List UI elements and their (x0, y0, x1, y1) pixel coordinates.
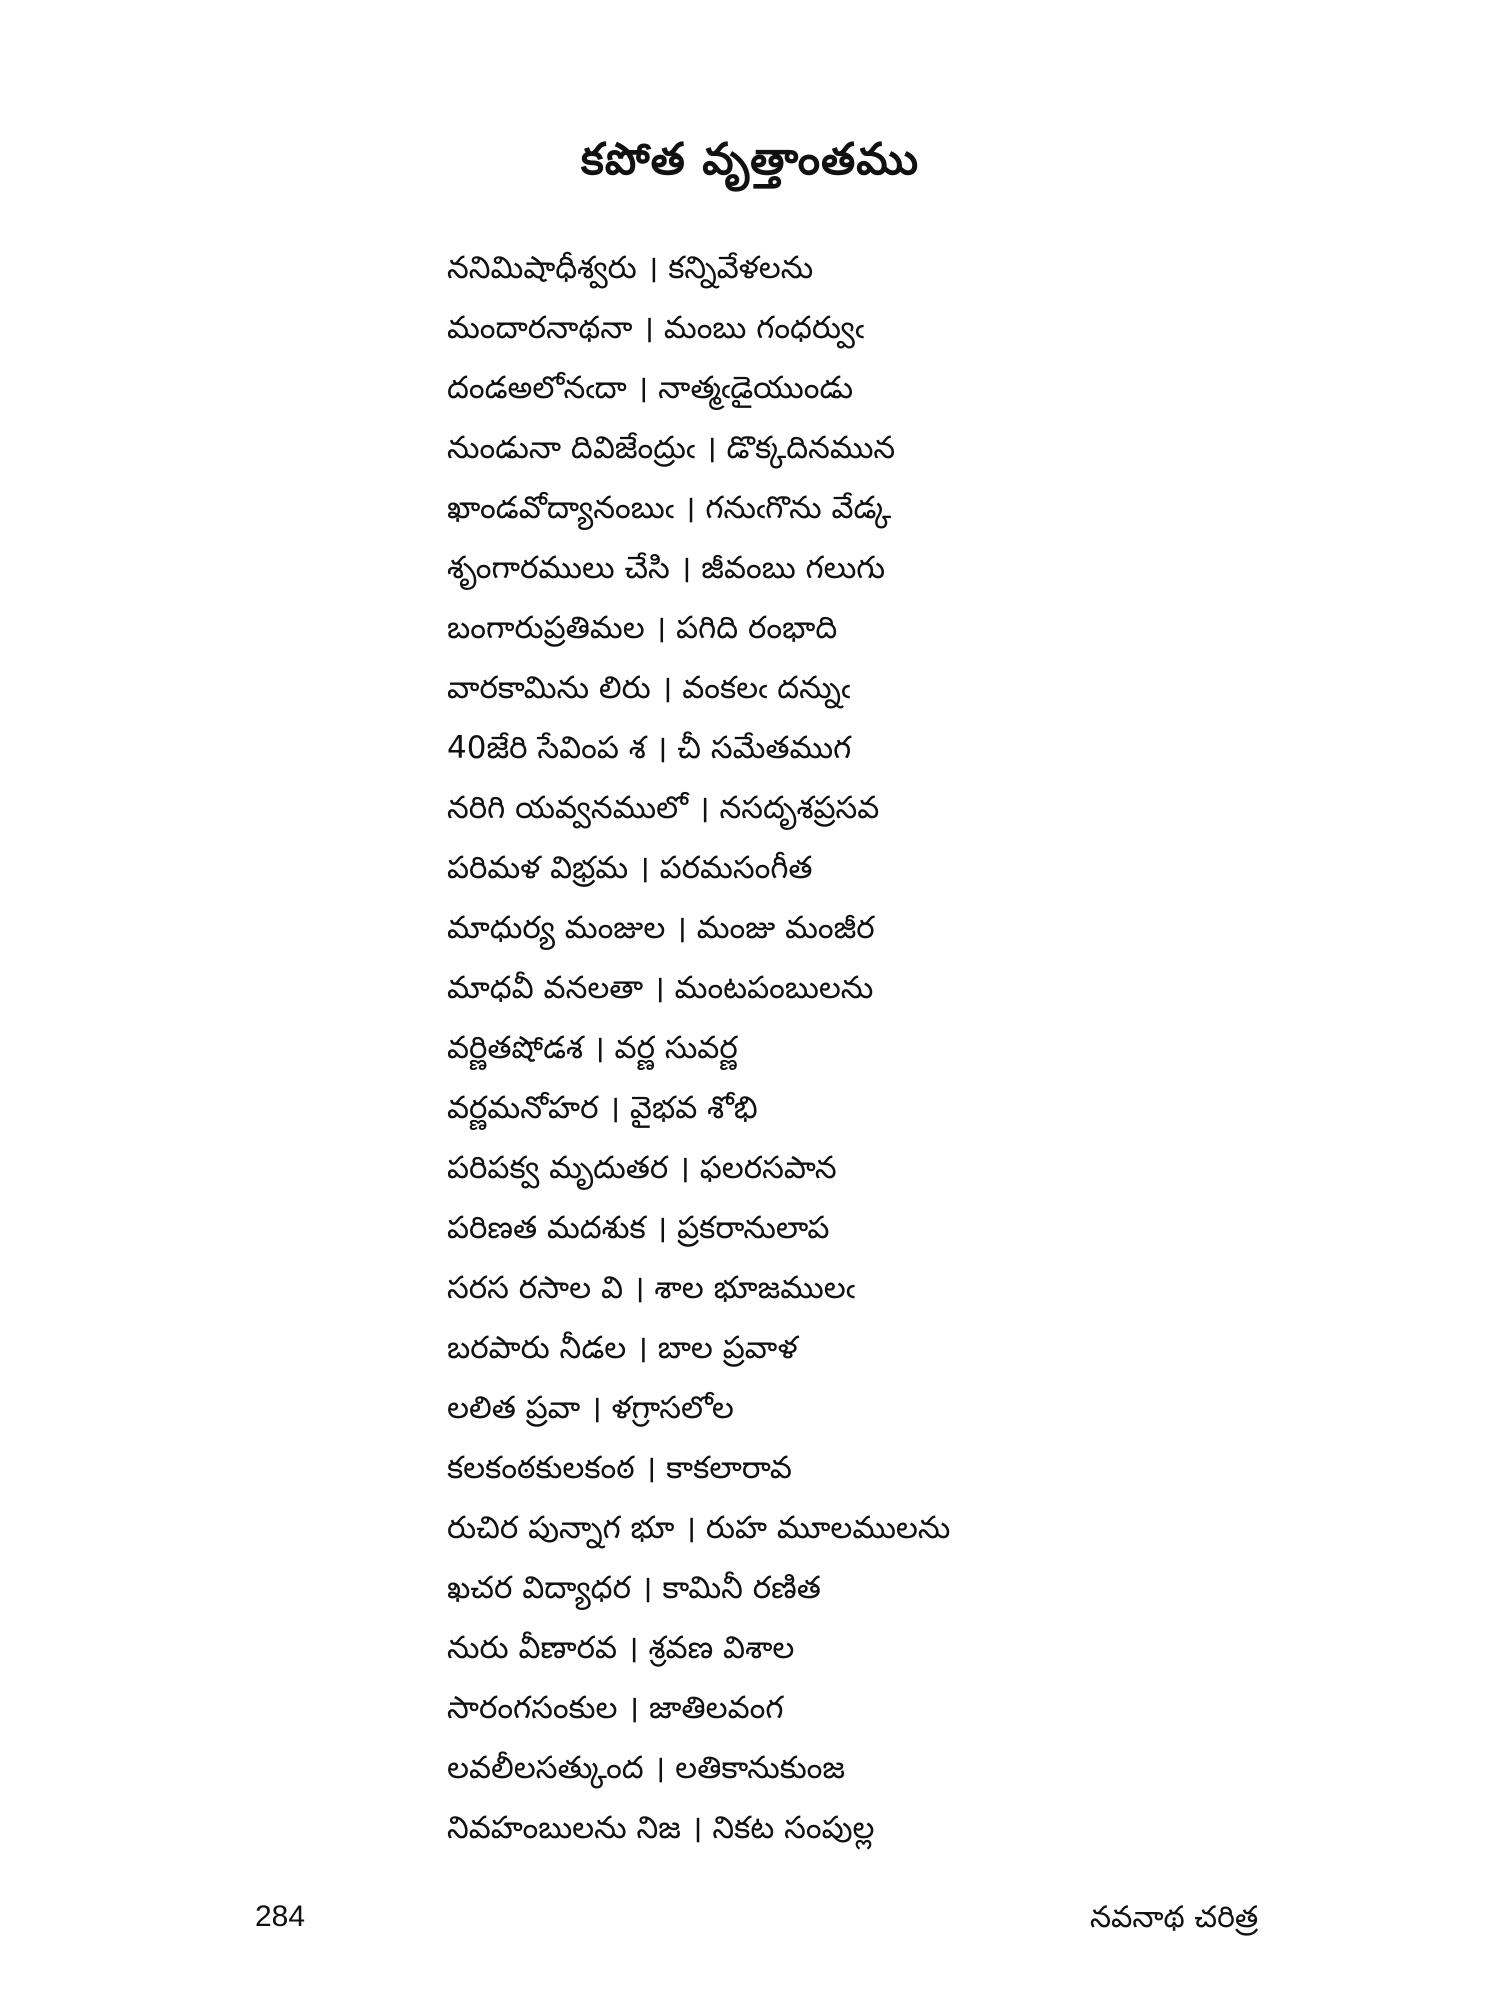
poem-line: సారంగసంకుల । జాతిలవంగ (447, 1690, 784, 1726)
poem-line: రుచిర పున్నాగ భూ । రుహ మూలములను (447, 1510, 951, 1546)
page-title: కపోత వృత్తాంతము (580, 134, 920, 186)
page-number: 284 (255, 1900, 306, 1933)
poem-line: 40జేరి సేవింప శ । చీ సమేతముగ (447, 730, 852, 766)
poem-line: పరిణత మదశుక । ప్రకరానులాప (447, 1210, 830, 1246)
poem-line: వర్ణితషోడశ । వర్ణ సువర్ణ (447, 1030, 738, 1066)
poem-line: బరపారు నీడల । బాల ప్రవాళ (447, 1330, 798, 1366)
poem-line: సరస రసాల వి । శాల భూజములఁ (447, 1270, 855, 1306)
poem-line: ననిమిషాధీశ్వరు । కన్నివేళలను (447, 250, 814, 286)
poem-line: పరిపక్వ మృదుతర । ఫలరసపాన (447, 1150, 837, 1186)
running-title: నవనాథ చరిత్ర (1090, 1900, 1259, 1935)
poem-line: మాధుర్య మంజుల । మంజు మంజీర (447, 910, 875, 946)
poem-line: లవలీలసత్కుంద । లతికానుకుంజ (447, 1750, 846, 1786)
poem-line: నరిగి యవ్వనములో । నసదృశప్రసవ (447, 790, 880, 826)
poem-body (447, 238, 1347, 1858)
poem-line: నుండునా దివిజేంద్రుఁ । డొక్కదినమున (447, 430, 896, 466)
poem-line: లలిత ప్రవా । ళగ్రాసలోల (447, 1390, 734, 1426)
poem-line: ఖాండవోద్యానంబుఁ । గనుఁగొను వేడ్క (447, 490, 892, 526)
page-footer (0, 1900, 1500, 1950)
poem-line: వర్ణమనోహర । వైభవ శోభి (447, 1090, 758, 1126)
poem-line: బంగారుప్రతిమల । పగిది రంభాది (447, 610, 838, 646)
poem-line: కలకంఠకులకంఠ । కాకలారావ (447, 1450, 792, 1486)
poem-line: నివహంబులను నిజ । నికట సంపుల్ల (447, 1810, 875, 1846)
poem-line: నురు వీణారవ । శ్రవణ విశాల (447, 1630, 795, 1666)
poem-line: మందారనాథనా । మంబు గంధర్వుఁ (447, 310, 865, 346)
poem-line: దండఅలోనఁదా । నాత్మఁడైయుండు (447, 370, 854, 406)
poem-line: మాధవీ వనలతా । మంటపంబులను (447, 970, 874, 1006)
poem-line: ఖచర విద్యాధర । కామినీ రణిత (447, 1570, 821, 1606)
poem-line: పరిమళ విభ్రమ । పరమసంగీత (447, 850, 813, 886)
poem-line: శృంగారములు చేసి । జీవంబు గలుగు (447, 550, 886, 586)
poem-line: వారకామిను లిరు । వంకలఁ దన్నుఁ (447, 670, 851, 706)
